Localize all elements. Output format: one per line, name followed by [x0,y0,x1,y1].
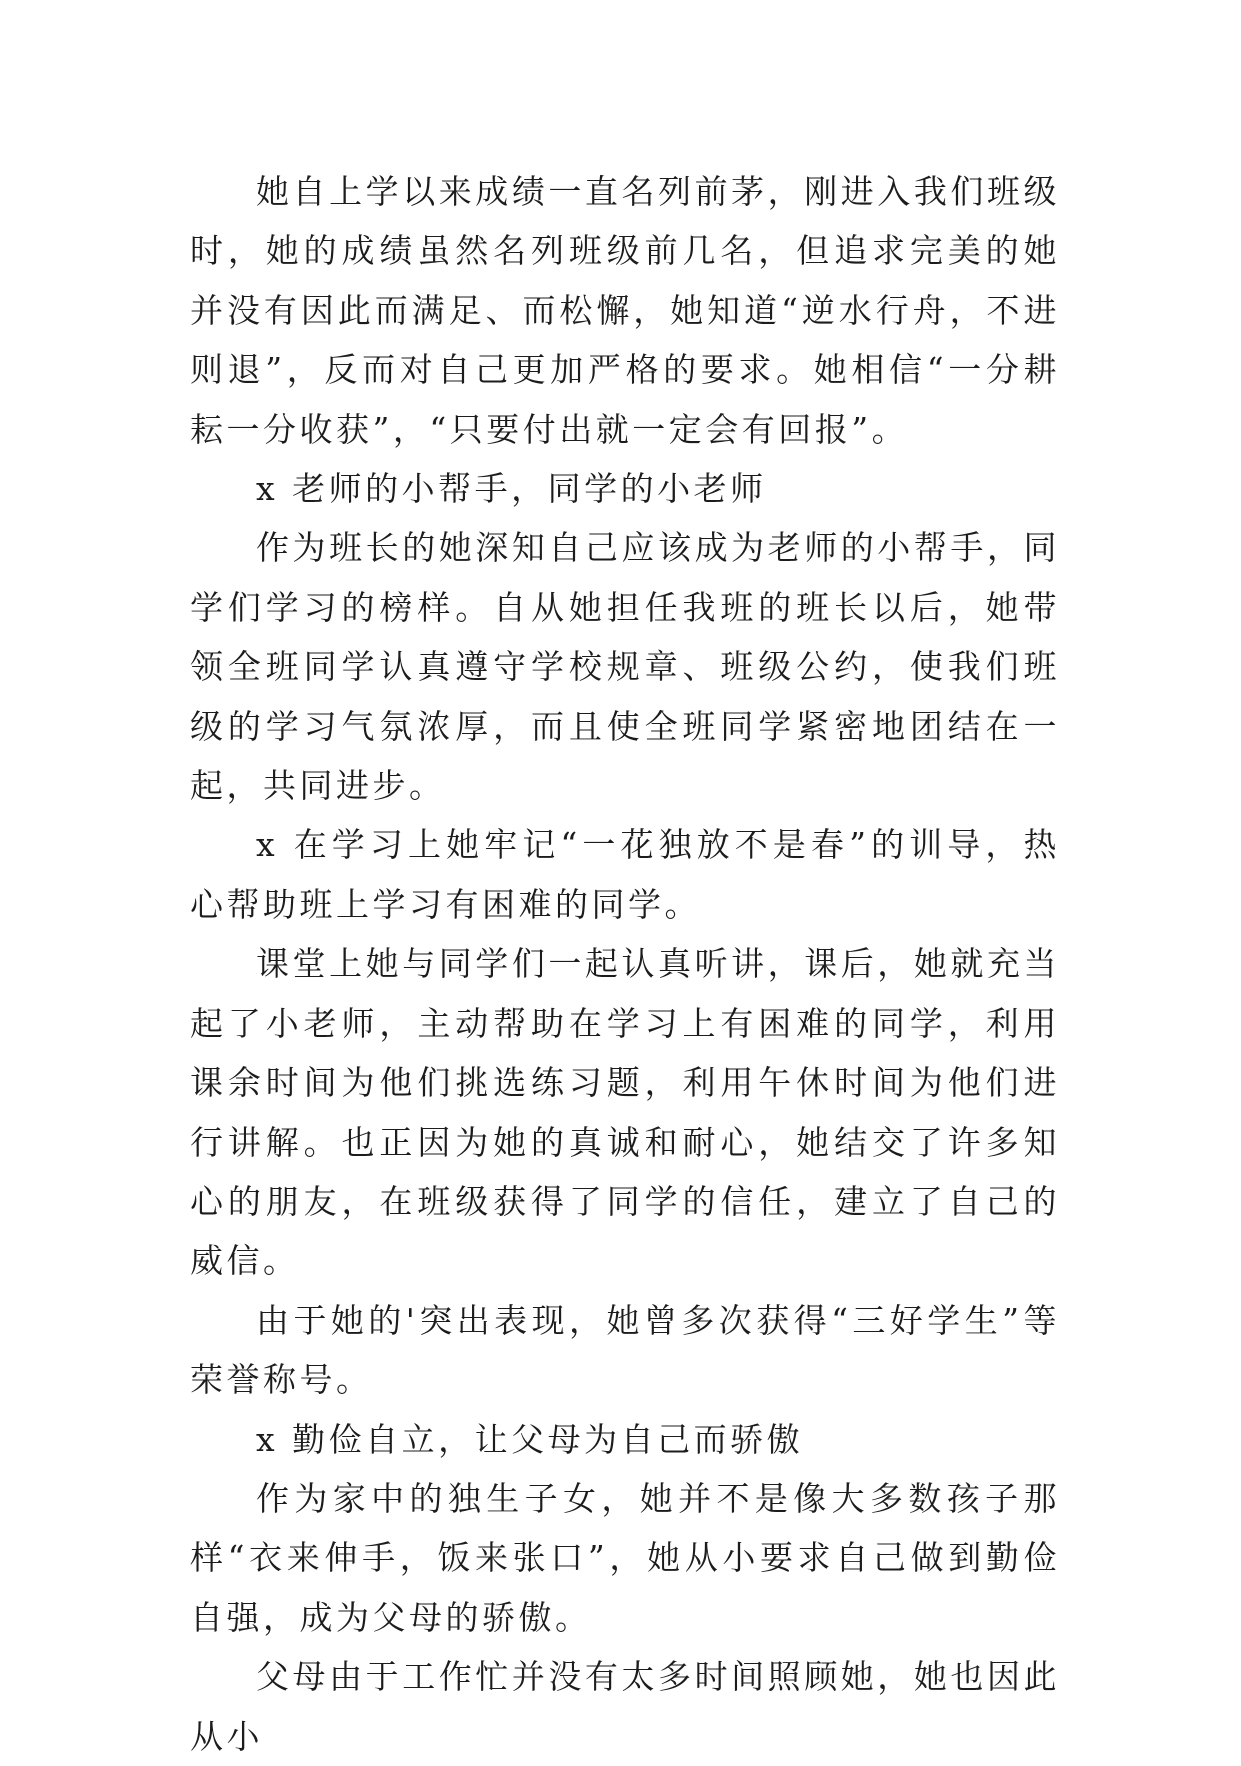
paragraph-academic-record: 她自上学以来成绩一直名列前茅，刚进入我们班级时，她的成绩虽然名列班级前几名，但追求完美的她并没有因此而满足、而松懈，她知道“逆水行舟，不进则退”，反而对自己更加严格的要求。她相信“一分耕耘一分收获”，“只要付出就一定会有回报”。 [190,172,1060,449]
paragraph-class-monitor: 作为班长的她深知自己应该成为老师的小帮手，同学们学习的榜样。自从她担任我班的班长以后，她带领全班同学认真遵守学校规章、班级公约，使我们班级的学习气氛浓厚，而且使全班同学紧密地团结在一起，共同进步。 [190,528,1060,806]
body-text [190,162,1060,1766]
paragraph-little-teacher: 课堂上她与同学们一起认真听讲，课后，她就充当起了小老师，主动帮助在学习上有困难的同学，利用课余时间为他们挑选练习题，利用午休时间为他们进行讲解。也正因为她的真诚和耐心，她结交了许多知心的朋友，在班级获得了同学的信任，建立了自己的威信。 [190,944,1060,1281]
section-heading-self-reliance: x 勤俭自立，让父母为自己而骄傲 [256,1419,804,1459]
paragraph-parents-busy: 父母由于工作忙并没有太多时间照顾她，她也因此从小 [190,1657,1060,1756]
paragraph-only-child: 作为家中的独生子女，她并不是像大多数孩子那样“衣来伸手，饭来张口”，她从小要求自己做到勤俭自强，成为父母的骄傲。 [190,1478,1060,1637]
paragraph-helping-classmates: x 在学习上她牢记“一花独放不是春”的训导，热心帮助班上学习有困难的同学。 [190,825,1060,924]
section-heading-helper: x 老师的小帮手，同学的小老师 [256,469,767,509]
paragraph-honors: 由于她的'突出表现，她曾多次获得“三好学生”等荣誉称号。 [190,1300,1060,1400]
